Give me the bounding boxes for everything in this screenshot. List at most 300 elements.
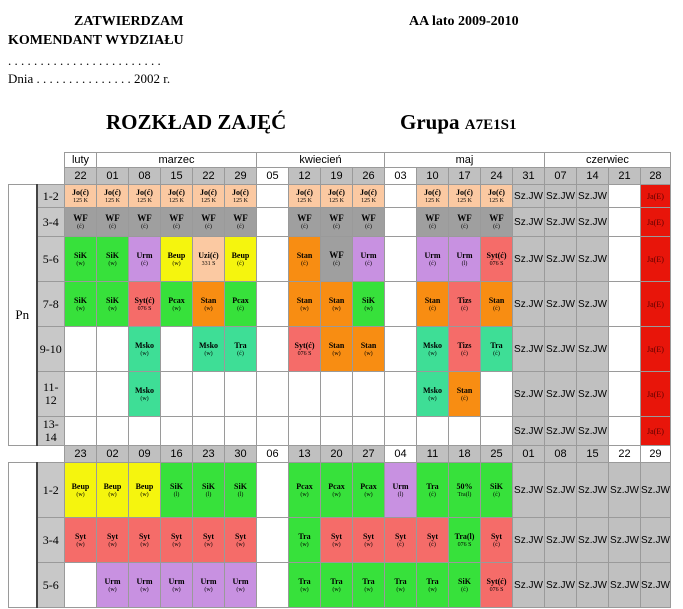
class-detail: Tra(l) <box>457 491 472 498</box>
empty-cell <box>609 185 641 208</box>
class-detail: (ć) <box>333 223 340 230</box>
class-detail: (ć) <box>237 260 244 267</box>
empty-cell <box>193 417 225 446</box>
class-entry <box>65 208 97 237</box>
class-code: Syt(ć) <box>294 340 315 350</box>
class-entry <box>321 208 353 237</box>
class-code: Tra <box>234 340 247 350</box>
class-code: WF <box>425 212 440 223</box>
class-code: Uzi(ć) <box>198 250 219 260</box>
class-code: Syt <box>138 531 151 541</box>
class-detail: (ć) <box>365 260 372 267</box>
slot-label: 5-6 <box>37 563 65 608</box>
class-code: Tra <box>426 481 439 491</box>
class-entry <box>385 563 417 608</box>
empty-cell <box>321 417 353 446</box>
class-detail: (w) <box>364 586 373 593</box>
class-entry <box>193 518 225 563</box>
class-entry <box>449 282 481 327</box>
month-row <box>9 153 671 168</box>
class-code: Jo(ć) <box>168 187 185 197</box>
class-detail: (ć) <box>493 541 500 548</box>
date-header: 01 <box>513 446 545 463</box>
class-entry <box>449 185 481 208</box>
class-entry <box>385 463 417 518</box>
date-header: 09 <box>129 446 161 463</box>
class-code: Beup <box>167 250 186 260</box>
empty-cell <box>65 327 97 372</box>
term-label: AA lato 2009-2010 <box>409 14 519 29</box>
date-header: 15 <box>161 168 193 185</box>
class-code: SiK <box>490 481 503 491</box>
class-detail: (ć) <box>493 305 500 312</box>
date-header: 12 <box>289 168 321 185</box>
class-code: Msko <box>422 385 443 395</box>
empty-cell <box>609 417 641 446</box>
jw-cell: Sz.JW <box>545 518 577 563</box>
class-detail: 125 K <box>297 197 312 204</box>
date-header: 28 <box>641 168 671 185</box>
class-entry <box>65 463 97 518</box>
class-code: Urm <box>360 250 377 260</box>
class-entry <box>193 208 225 237</box>
class-code: Jo(ć) <box>456 187 473 197</box>
date-header: 06 <box>257 446 289 463</box>
empty-cell <box>129 417 161 446</box>
class-code: Urm <box>200 576 217 586</box>
class-code: Stan <box>488 295 505 305</box>
class-entry <box>97 563 129 608</box>
class-code: Msko <box>198 340 219 350</box>
date-line: Dnia . . . . . . . . . . . . . . . 2002 r. <box>8 71 171 86</box>
jw-cell: Sz.JW <box>513 372 545 417</box>
class-entry <box>321 282 353 327</box>
class-code: SiK <box>74 250 87 260</box>
date-header: 23 <box>65 446 97 463</box>
class-code: Urm <box>136 576 153 586</box>
class-code: Urm <box>424 250 441 260</box>
date-header: 03 <box>385 168 417 185</box>
class-code: Urm <box>232 576 249 586</box>
class-detail: (w) <box>172 586 181 593</box>
month-header: czerwiec <box>545 153 671 168</box>
class-code: SiK <box>234 481 247 491</box>
class-code: Syt <box>234 531 247 541</box>
class-entry <box>353 463 385 518</box>
class-entry <box>161 563 193 608</box>
date-header: 30 <box>225 446 257 463</box>
class-code: Jo(ć) <box>136 187 153 197</box>
date-header: 11 <box>417 446 449 463</box>
class-code: Jo(ć) <box>296 187 313 197</box>
slot-label: 1-2 <box>37 185 65 208</box>
empty-cell <box>609 282 641 327</box>
empty-cell <box>65 372 97 417</box>
class-detail: 076 S <box>457 541 472 548</box>
class-entry <box>417 563 449 608</box>
class-code: Pcax <box>168 295 185 305</box>
class-entry <box>353 208 385 237</box>
class-code: Tra <box>394 576 407 586</box>
empty-cell <box>289 417 321 446</box>
slot-label: 9-10 <box>37 327 65 372</box>
class-detail: (ć) <box>493 491 500 498</box>
jw-cell: Sz.JW <box>545 237 577 282</box>
group-label: Grupa A7E1S1 <box>400 110 517 134</box>
je-cell: Ja(E) <box>641 417 671 446</box>
class-detail: 331 S <box>201 260 216 267</box>
class-code: Stan <box>424 295 441 305</box>
class-entry <box>65 237 97 282</box>
class-code: Msko <box>134 340 155 350</box>
empty-cell <box>97 417 129 446</box>
class-code: Pcax <box>328 481 345 491</box>
date-header: 29 <box>641 446 671 463</box>
date-header: 07 <box>545 168 577 185</box>
class-entry <box>161 463 193 518</box>
class-detail: (ć) <box>397 541 404 548</box>
class-detail: (ć) <box>301 260 308 267</box>
class-code: Tra <box>298 576 311 586</box>
class-detail: 125 K <box>169 197 184 204</box>
class-entry <box>193 563 225 608</box>
class-code: Pcax <box>296 481 313 491</box>
class-entry <box>417 463 449 518</box>
class-entry <box>481 237 513 282</box>
class-entry <box>449 463 481 518</box>
date-header: 16 <box>161 446 193 463</box>
class-code: Tra <box>490 340 503 350</box>
class-detail: (ć) <box>461 223 468 230</box>
class-entry <box>225 518 257 563</box>
class-entry <box>449 327 481 372</box>
class-entry <box>481 282 513 327</box>
class-entry <box>97 237 129 282</box>
class-entry <box>225 327 257 372</box>
class-detail: (ć) <box>141 223 148 230</box>
class-detail: 125 K <box>73 197 88 204</box>
class-entry <box>129 282 161 327</box>
class-entry <box>449 563 481 608</box>
class-entry <box>353 518 385 563</box>
class-code: WF <box>201 212 216 223</box>
class-detail: (w) <box>140 541 149 548</box>
class-entry <box>417 208 449 237</box>
date-header: 24 <box>481 168 513 185</box>
empty-cell <box>193 372 225 417</box>
class-detail: (w) <box>236 586 245 593</box>
blank-corner <box>9 153 65 168</box>
class-entry <box>193 463 225 518</box>
month-header: maj <box>385 153 545 168</box>
class-code: Stan <box>296 250 313 260</box>
slot-row <box>9 185 671 208</box>
class-entry <box>481 518 513 563</box>
class-entry <box>289 282 321 327</box>
class-detail: (w) <box>332 305 341 312</box>
empty-cell <box>257 372 289 417</box>
class-code: Syt <box>170 531 183 541</box>
empty-cell <box>385 185 417 208</box>
class-detail: 076 S <box>137 305 152 312</box>
class-detail: 125 K <box>233 197 248 204</box>
class-entry <box>353 563 385 608</box>
class-entry <box>321 327 353 372</box>
approval-line-1: ZATWIERDZAM <box>74 14 184 29</box>
class-detail: (w) <box>140 586 149 593</box>
class-detail: (w) <box>140 350 149 357</box>
date-header: 15 <box>577 446 609 463</box>
empty-cell <box>385 327 417 372</box>
class-detail: (ć) <box>461 350 468 357</box>
class-code: Jo(ć) <box>200 187 217 197</box>
je-cell: Ja(E) <box>641 237 671 282</box>
class-entry <box>481 563 513 608</box>
class-detail: (l) <box>397 491 404 498</box>
class-entry <box>161 185 193 208</box>
class-code: Jo(ć) <box>360 187 377 197</box>
empty-cell <box>385 282 417 327</box>
class-entry <box>97 518 129 563</box>
class-code: Jo(ć) <box>232 187 249 197</box>
class-code: Tizs <box>457 340 472 350</box>
class-entry <box>97 185 129 208</box>
empty-cell <box>385 208 417 237</box>
page-title: ROZKŁAD ZAJĘĆ <box>106 110 287 134</box>
class-entry <box>289 563 321 608</box>
class-code: Stan <box>296 295 313 305</box>
class-detail: (w) <box>204 541 213 548</box>
group-code: A7E1S1 <box>464 117 517 133</box>
class-code: SiK <box>106 250 119 260</box>
class-entry <box>353 282 385 327</box>
empty-cell <box>481 417 513 446</box>
class-entry <box>161 208 193 237</box>
class-detail: (w) <box>140 395 149 402</box>
class-entry <box>289 518 321 563</box>
jw-cell: Sz.JW <box>513 463 545 518</box>
empty-cell <box>385 372 417 417</box>
empty-cell <box>257 282 289 327</box>
slot-row <box>9 518 671 563</box>
class-entry <box>193 327 225 372</box>
class-detail: (w) <box>364 491 373 498</box>
slot-row <box>9 208 671 237</box>
class-code: Stan <box>328 340 345 350</box>
class-code: WF <box>233 212 248 223</box>
empty-cell <box>225 417 257 446</box>
class-code: Tra(l) <box>454 531 475 541</box>
empty-cell <box>609 208 641 237</box>
class-code: Beup <box>103 481 122 491</box>
empty-cell <box>161 372 193 417</box>
class-detail: (ć) <box>461 586 468 593</box>
class-detail: (w) <box>204 350 213 357</box>
date-header: 29 <box>225 168 257 185</box>
class-detail: (w) <box>76 491 85 498</box>
class-entry <box>225 282 257 327</box>
jw-cell: Sz.JW <box>577 327 609 372</box>
class-code: WF <box>457 212 472 223</box>
empty-cell <box>417 417 449 446</box>
class-detail: (w) <box>108 260 117 267</box>
date-header: 21 <box>609 168 641 185</box>
class-detail: (w) <box>108 586 117 593</box>
jw-cell: Sz.JW <box>513 327 545 372</box>
empty-cell <box>257 563 289 608</box>
jw-cell: Sz.JW <box>545 372 577 417</box>
jw-cell: Sz.JW <box>545 282 577 327</box>
class-code: WF <box>297 212 312 223</box>
class-detail: (ć) <box>205 223 212 230</box>
class-detail: (ć) <box>429 223 436 230</box>
class-entry <box>289 463 321 518</box>
class-detail: (w) <box>300 491 309 498</box>
class-code: Jo(ć) <box>424 187 441 197</box>
je-cell: Ja(E) <box>641 372 671 417</box>
class-detail: (w) <box>76 260 85 267</box>
class-code: Jo(ć) <box>72 187 89 197</box>
class-entry <box>289 185 321 208</box>
class-entry <box>129 463 161 518</box>
empty-cell <box>257 185 289 208</box>
class-detail: (ć) <box>109 223 116 230</box>
class-entry <box>65 185 97 208</box>
class-detail: (ć) <box>237 305 244 312</box>
class-entry <box>161 282 193 327</box>
class-entry <box>65 282 97 327</box>
jw-cell: Sz.JW <box>577 372 609 417</box>
class-code: SiK <box>362 295 375 305</box>
class-code: Syt(ć) <box>486 250 507 260</box>
slot-row <box>9 372 671 417</box>
class-entry <box>321 237 353 282</box>
class-detail: (w) <box>332 586 341 593</box>
class-detail: (w) <box>108 491 117 498</box>
class-entry <box>225 185 257 208</box>
je-cell: Ja(E) <box>641 185 671 208</box>
jw-cell: Sz.JW <box>641 518 671 563</box>
class-detail: (ć) <box>237 223 244 230</box>
class-detail: (ć) <box>461 395 468 402</box>
class-entry <box>225 208 257 237</box>
class-entry <box>481 463 513 518</box>
jw-cell: Sz.JW <box>641 463 671 518</box>
jw-cell: Sz.JW <box>545 208 577 237</box>
class-entry <box>193 237 225 282</box>
empty-cell <box>257 417 289 446</box>
empty-cell <box>97 372 129 417</box>
class-code: Urm <box>104 576 121 586</box>
empty-cell <box>257 237 289 282</box>
class-code: WF <box>489 212 504 223</box>
class-code: Syt <box>202 531 215 541</box>
class-detail: (ć) <box>461 305 468 312</box>
class-code: Urm <box>392 481 409 491</box>
class-entry <box>481 185 513 208</box>
class-detail: 076 S <box>489 260 504 267</box>
class-detail: (ć) <box>429 491 436 498</box>
day-label <box>9 463 37 608</box>
class-detail: (w) <box>300 541 309 548</box>
empty-cell <box>609 372 641 417</box>
class-detail: (w) <box>332 491 341 498</box>
jw-cell: Sz.JW <box>513 282 545 327</box>
class-detail: 125 K <box>489 197 504 204</box>
empty-cell <box>609 237 641 282</box>
approval-line-2: KOMENDANT WYDZIAŁU <box>8 33 184 48</box>
class-code: Tra <box>330 576 343 586</box>
class-code: SiK <box>74 295 87 305</box>
class-entry <box>289 237 321 282</box>
class-entry <box>97 282 129 327</box>
class-entry <box>417 282 449 327</box>
class-code: WF <box>169 212 184 223</box>
class-detail: (ć) <box>333 260 340 267</box>
slot-label: 3-4 <box>37 518 65 563</box>
empty-cell <box>97 327 129 372</box>
class-detail: 076 S <box>489 586 504 593</box>
empty-cell <box>65 563 97 608</box>
class-detail: (w) <box>236 541 245 548</box>
date-header: 13 <box>289 446 321 463</box>
date-header: 20 <box>321 446 353 463</box>
class-detail: (ć) <box>493 350 500 357</box>
day-label: Pn <box>9 185 37 446</box>
slot-label: 3-4 <box>37 208 65 237</box>
class-detail: (w) <box>172 260 181 267</box>
jw-cell: Sz.JW <box>513 518 545 563</box>
slot-label: 1-2 <box>37 463 65 518</box>
class-code: Jo(ć) <box>328 187 345 197</box>
class-detail: (w) <box>108 541 117 548</box>
empty-cell <box>257 327 289 372</box>
class-code: Syt <box>426 531 439 541</box>
class-detail: (l) <box>461 260 468 267</box>
date-header: 19 <box>321 168 353 185</box>
class-entry <box>353 327 385 372</box>
class-entry <box>289 208 321 237</box>
month-header: luty <box>65 153 97 168</box>
class-detail: 125 K <box>137 197 152 204</box>
class-detail: 125 K <box>425 197 440 204</box>
class-code: Urm <box>136 250 153 260</box>
class-detail: (ć) <box>429 260 436 267</box>
date-header: 14 <box>577 168 609 185</box>
class-detail: (l) <box>205 491 212 498</box>
class-entry <box>321 563 353 608</box>
date-header: 27 <box>353 446 385 463</box>
class-entry <box>449 237 481 282</box>
date-header: 22 <box>609 446 641 463</box>
jw-cell: Sz.JW <box>513 563 545 608</box>
class-entry <box>289 327 321 372</box>
class-entry <box>449 208 481 237</box>
jw-cell: Sz.JW <box>577 463 609 518</box>
class-entry <box>65 518 97 563</box>
class-detail: (ć) <box>493 223 500 230</box>
slot-row <box>9 563 671 608</box>
month-header: kwiecień <box>257 153 385 168</box>
date-header: 17 <box>449 168 481 185</box>
jw-cell: Sz.JW <box>513 417 545 446</box>
jw-cell: Sz.JW <box>577 417 609 446</box>
slot-row <box>9 463 671 518</box>
class-code: Tra <box>362 576 375 586</box>
jw-cell: Sz.JW <box>609 563 641 608</box>
date-header: 31 <box>513 168 545 185</box>
class-entry <box>129 185 161 208</box>
